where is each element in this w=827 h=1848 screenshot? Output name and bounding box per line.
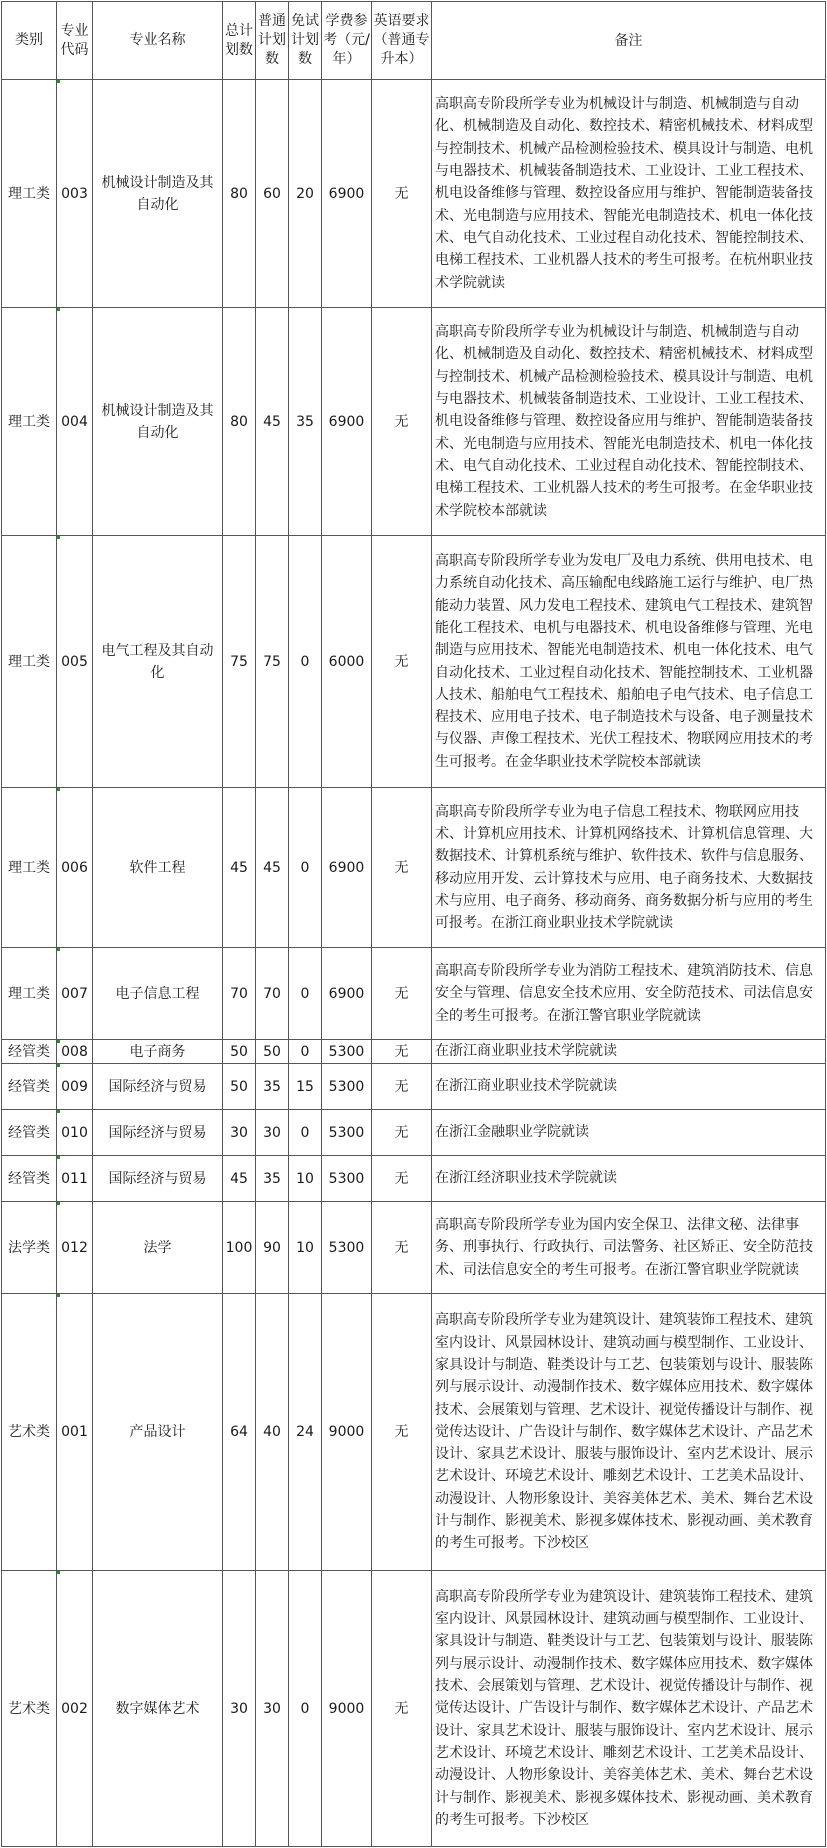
- cell-name: 国际经济与贸易: [93, 1156, 223, 1202]
- cell-english: 无: [372, 1064, 432, 1110]
- cell-regular: 35: [256, 1064, 289, 1110]
- cell-name: 软件工程: [93, 788, 223, 948]
- table-row: [2, 788, 826, 948]
- cell-exempt: 0: [289, 1571, 322, 1847]
- cell-category: 经管类: [2, 1110, 57, 1156]
- cell-fee: 5300: [322, 1040, 372, 1064]
- cell-regular: 30: [256, 1571, 289, 1847]
- cell-exempt: 0: [289, 1040, 322, 1064]
- cell-english: 无: [372, 948, 432, 1040]
- cell-code: 012: [57, 1202, 93, 1294]
- cell-category: 理工类: [2, 308, 57, 536]
- header-name: 专业名称: [93, 2, 223, 80]
- cell-category: 理工类: [2, 948, 57, 1040]
- cell-code: 011: [57, 1156, 93, 1202]
- table-row: [2, 1156, 826, 1202]
- cell-category: 理工类: [2, 536, 57, 788]
- cell-total: 50: [223, 1040, 256, 1064]
- cell-remark: 高职高专阶段所学专业为发电厂及电力系统、供用电技术、电力系统自动化技术、高压输配电线路施工运行与维护、电厂热能动力装置、风力发电工程技术、建筑电气工程技术、建筑智能化工程技术、电机与电器技术、机电设备维修与管理、光电制造与应用技术、智能光电制造技术、机电一体化技术、电气自动化技术、工业过程自动化技术、智能控制技术、工业机器人技术、船舶电气工程技术、船舶电子电气技术、电子信息工程技术、应用电子技术、电子制造技术与设备、电子测量技术与仪器、声像工程技术、光伏工程技术、物联网应用技术的考生可报考。在金华职业技术学院校本部就读: [432, 536, 826, 788]
- cell-exempt: 0: [289, 1110, 322, 1156]
- cell-fee: 5300: [322, 1156, 372, 1202]
- cell-remark: 在浙江经济职业技术学院就读: [432, 1156, 826, 1202]
- table-row: [2, 308, 826, 536]
- cell-remark: 在浙江金融职业学院就读: [432, 1110, 826, 1156]
- cell-code: 001: [57, 1294, 93, 1571]
- cell-english: 无: [372, 1110, 432, 1156]
- cell-remark: 在浙江商业职业技术学院就读: [432, 1040, 826, 1064]
- cell-category: 艺术类: [2, 1571, 57, 1847]
- cell-fee: 9000: [322, 1571, 372, 1847]
- cell-category: 理工类: [2, 80, 57, 308]
- cell-exempt: 0: [289, 536, 322, 788]
- cell-category: 法学类: [2, 1202, 57, 1294]
- cell-fee: 5300: [322, 1110, 372, 1156]
- cell-remark: 在浙江商业职业技术学院就读: [432, 1064, 826, 1110]
- table-row: [2, 1202, 826, 1294]
- table-row: [2, 1040, 826, 1064]
- cell-fee: 6900: [322, 308, 372, 536]
- cell-english: 无: [372, 1571, 432, 1847]
- cell-english: 无: [372, 1040, 432, 1064]
- table-row: [2, 948, 826, 1040]
- header-fee: 学费参考（元/年）: [322, 2, 372, 80]
- header-total: 总计划数: [223, 2, 256, 80]
- header-english: 英语要求（普通专升本）: [372, 2, 432, 80]
- cell-exempt: 20: [289, 80, 322, 308]
- cell-fee: 9000: [322, 1294, 372, 1571]
- cell-code: 008: [57, 1040, 93, 1064]
- cell-category: 艺术类: [2, 1294, 57, 1571]
- cell-remark: 高职高专阶段所学专业为国内安全保卫、法律文秘、法律事务、刑事执行、行政执行、司法警务、社区矫正、安全防范技术、司法信息安全的考生可报考。在浙江警官职业学院就读: [432, 1202, 826, 1294]
- cell-name: 电子信息工程: [93, 948, 223, 1040]
- cell-regular: 90: [256, 1202, 289, 1294]
- cell-regular: 45: [256, 308, 289, 536]
- cell-exempt: 0: [289, 788, 322, 948]
- cell-regular: 75: [256, 536, 289, 788]
- cell-remark: 高职高专阶段所学专业为消防工程技术、建筑消防技术、信息安全与管理、信息安全技术应用、安全防范技术、司法信息安全的考生可报考。在浙江警官职业学院就读: [432, 948, 826, 1040]
- cell-name: 数字媒体艺术: [93, 1571, 223, 1847]
- cell-category: 经管类: [2, 1064, 57, 1110]
- cell-fee: 5300: [322, 1202, 372, 1294]
- cell-english: 无: [372, 536, 432, 788]
- cell-english: 无: [372, 788, 432, 948]
- cell-code: 003: [57, 80, 93, 308]
- cell-code: 005: [57, 536, 93, 788]
- cell-english: 无: [372, 308, 432, 536]
- cell-code: 010: [57, 1110, 93, 1156]
- header-row: [2, 2, 826, 80]
- cell-name: 国际经济与贸易: [93, 1064, 223, 1110]
- cell-code: 004: [57, 308, 93, 536]
- cell-total: 45: [223, 788, 256, 948]
- cell-total: 30: [223, 1110, 256, 1156]
- header-category: 类别: [2, 2, 57, 80]
- cell-code: 007: [57, 948, 93, 1040]
- cell-english: 无: [372, 80, 432, 308]
- cell-name: 法学: [93, 1202, 223, 1294]
- cell-name: 电子商务: [93, 1040, 223, 1064]
- cell-total: 75: [223, 536, 256, 788]
- cell-category: 经管类: [2, 1156, 57, 1202]
- cell-total: 70: [223, 948, 256, 1040]
- cell-exempt: 0: [289, 948, 322, 1040]
- cell-code: 009: [57, 1064, 93, 1110]
- cell-category: 理工类: [2, 788, 57, 948]
- cell-remark: 高职高专阶段所学专业为建筑设计、建筑装饰工程技术、建筑室内设计、风景园林设计、建筑动画与模型制作、工业设计、家具设计与制造、鞋类设计与工艺、包装策划与设计、服装陈列与展示设计、动漫制作技术、数字媒体应用技术、数字媒体技术、会展策划与管理、艺术设计、视觉传播设计与制作、视觉传达设计、广告设计与制作、数字媒体艺术设计、产品艺术设计、家具艺术设计、服装与服饰设计、室内艺术设计、展示艺术设计、环境艺术设计、雕刻艺术设计、工艺美术品设计、动漫设计、人物形象设计、美容美体艺术、美术、舞台艺术设计与制作、影视美术、影视多媒体技术、影视动画、美术教育的考生可报考。下沙校区: [432, 1571, 826, 1847]
- cell-english: 无: [372, 1156, 432, 1202]
- cell-regular: 40: [256, 1294, 289, 1571]
- cell-exempt: 10: [289, 1156, 322, 1202]
- cell-name: 产品设计: [93, 1294, 223, 1571]
- cell-total: 80: [223, 80, 256, 308]
- cell-english: 无: [372, 1294, 432, 1571]
- cell-remark: 高职高专阶段所学专业为机械设计与制造、机械制造与自动化、机械制造及自动化、数控技术、精密机械技术、材料成型与控制技术、机械产品检测检验技术、模具设计与制造、电机与电器技术、机械装备制造技术、工业设计、工业工程技术、机电设备维修与管理、数控设备应用与维护、智能制造装备技术、光电制造与应用技术、智能光电制造技术、机电一体化技术、电气自动化技术、工业过程自动化技术、智能控制技术、电梯工程技术、工业机器人技术的考生可报考。在杭州职业技术学院就读: [432, 80, 826, 308]
- cell-regular: 70: [256, 948, 289, 1040]
- cell-regular: 45: [256, 788, 289, 948]
- cell-exempt: 15: [289, 1064, 322, 1110]
- cell-regular: 35: [256, 1156, 289, 1202]
- cell-total: 45: [223, 1156, 256, 1202]
- cell-remark: 高职高专阶段所学专业为建筑设计、建筑装饰工程技术、建筑室内设计、风景园林设计、建筑动画与模型制作、工业设计、家具设计与制造、鞋类设计与工艺、包装策划与设计、服装陈列与展示设计、动漫制作技术、数字媒体应用技术、数字媒体技术、会展策划与管理、艺术设计、视觉传播设计与制作、视觉传达设计、广告设计与制作、数字媒体艺术设计、产品艺术设计、家具艺术设计、服装与服饰设计、室内艺术设计、展示艺术设计、环境艺术设计、雕刻艺术设计、工艺美术品设计、动漫设计、人物形象设计、美容美体艺术、美术、舞台艺术设计与制作、影视美术、影视多媒体技术、影视动画、美术教育的考生可报考。下沙校区: [432, 1294, 826, 1571]
- cell-total: 30: [223, 1571, 256, 1847]
- cell-english: 无: [372, 1202, 432, 1294]
- header-regular: 普通计划数: [256, 2, 289, 80]
- header-code: 专业代码: [57, 2, 93, 80]
- cell-remark: 高职高专阶段所学专业为电子信息工程技术、物联网应用技术、计算机应用技术、计算机网络技术、计算机信息管理、大数据技术、计算机系统与维护、软件技术、软件与信息服务、移动应用开发、云计算技术与应用、电子商务技术、大数据技术与应用、电子商务、移动商务、商务数据分析与应用的考生可报考。在浙江商业职业技术学院就读: [432, 788, 826, 948]
- enrollment-plan-table: [1, 1, 826, 1847]
- cell-total: 64: [223, 1294, 256, 1571]
- cell-regular: 30: [256, 1110, 289, 1156]
- table-row: [2, 1110, 826, 1156]
- cell-name: 电气工程及其自动化: [93, 536, 223, 788]
- table-row: [2, 536, 826, 788]
- cell-total: 50: [223, 1064, 256, 1110]
- cell-fee: 5300: [322, 1064, 372, 1110]
- header-exempt: 免试计划数: [289, 2, 322, 80]
- cell-exempt: 35: [289, 308, 322, 536]
- cell-category: 经管类: [2, 1040, 57, 1064]
- table-row: [2, 1571, 826, 1847]
- header-remark: 备注: [432, 2, 826, 80]
- cell-fee: 6900: [322, 788, 372, 948]
- cell-regular: 60: [256, 80, 289, 308]
- table-row: [2, 80, 826, 308]
- cell-name: 机械设计制造及其自动化: [93, 308, 223, 536]
- cell-name: 国际经济与贸易: [93, 1110, 223, 1156]
- table-row: [2, 1294, 826, 1571]
- cell-total: 80: [223, 308, 256, 536]
- cell-fee: 6900: [322, 80, 372, 308]
- cell-remark: 高职高专阶段所学专业为机械设计与制造、机械制造与自动化、机械制造及自动化、数控技术、精密机械技术、材料成型与控制技术、机械产品检测检验技术、模具设计与制造、电机与电器技术、机械装备制造技术、工业设计、工业工程技术、机电设备维修与管理、数控设备应用与维护、智能制造装备技术、光电制造与应用技术、智能光电制造技术、机电一体化技术、电气自动化技术、工业过程自动化技术、智能控制技术、电梯工程技术、工业机器人技术的考生可报考。在金华职业技术学院校本部就读: [432, 308, 826, 536]
- cell-total: 100: [223, 1202, 256, 1294]
- cell-exempt: 24: [289, 1294, 322, 1571]
- cell-code: 002: [57, 1571, 93, 1847]
- cell-name: 机械设计制造及其自动化: [93, 80, 223, 308]
- cell-regular: 50: [256, 1040, 289, 1064]
- cell-fee: 6900: [322, 948, 372, 1040]
- cell-exempt: 10: [289, 1202, 322, 1294]
- cell-code: 006: [57, 788, 93, 948]
- table-row: [2, 1064, 826, 1110]
- cell-fee: 6000: [322, 536, 372, 788]
